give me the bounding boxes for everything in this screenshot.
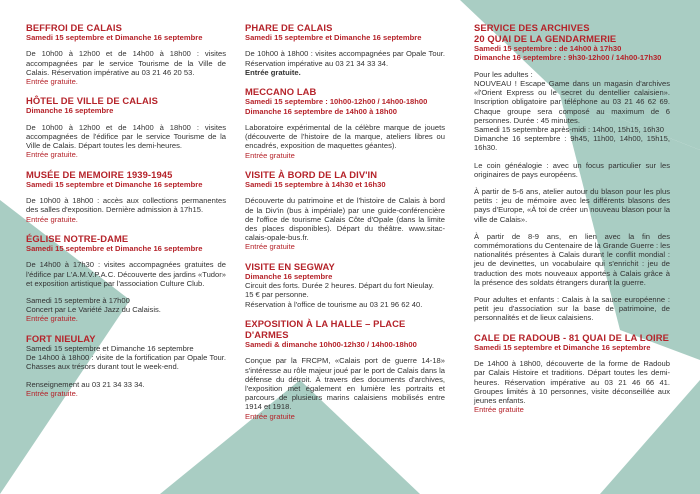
paragraph-genealogy: Le coin généalogie : avec un focus particulier sur les originaires de pays européens. <box>474 160 670 179</box>
event-description: Samedi 15 septembre et Dimanche 16 septembre De 14h00 à 18h00 : visite de la fortification par Opale Tour. Chasses aux trésors durant tout le week-end. <box>26 343 226 372</box>
event-description: De 10h00 à 18h00 : accès aux collections permanentes des salles d'exposition. Dernière admission à 17h15. <box>26 196 226 215</box>
entry-info: Entrée gratuite. <box>26 214 78 224</box>
event-date-2: Dimanche 16 septembre de 14h00 à 18h00 <box>245 106 397 116</box>
event-description: Découverte du patrimoine et de l'histoire de Calais à bord de la Div'in (bus à impériale) par une guide-conférencière de l'office de tourisme Calais Côte d'Opale (dans la limite des places disponibles). Départ du théâtre. www.sitac-calais-opale-bus.fr. <box>245 196 445 243</box>
event-date: Samedi 15 septembre et Dimanche 16 septembre <box>245 33 422 42</box>
entry-info: Entrée gratuite. <box>26 314 78 324</box>
event-description: De 14h00 à 18h00, découverte de la forme de Radoub par Calais Histoire et traditions. Départ toutes les demi-heures. Réservation impérative au 03 21 46 66 41. Groupes limités à 10 personnes, visite déconseillée aux jeunes enfants. <box>474 359 670 405</box>
event-eglise-notre-dame <box>26 233 226 324</box>
event-title: BEFFROI DE CALAIS <box>26 22 122 33</box>
event-description: De 10h00 à 12h00 et de 14h00 à 18h00 : visites accompagnées par le service Tourisme de la Ville de Calais. Réservation impérative au 03 21 46 20 53. <box>26 49 226 77</box>
paragraph-all-ages: Pour adultes et enfants : Calais à la sauce européenne : petit jeu d'association sur la base de patrimoine, de personnalités et de lieux calaisiens. <box>474 295 670 323</box>
event-title: PHARE DE CALAIS <box>245 22 333 33</box>
entry-info: Entrée gratuite <box>245 411 295 421</box>
entry-info: Entrée gratuite. <box>26 150 78 160</box>
event-title: EXPOSITION À LA HALLE – PLACE D'ARMES <box>245 317 406 340</box>
entry-info: Entrée gratuite. <box>26 388 78 398</box>
event-date: Dimanche 16 septembre <box>245 271 333 281</box>
paragraph-8-9-ans: À partir de 8-9 ans, en lien avec la fin des commémorations du Centenaire de la Grande Guerre : les nationalités présentes à Calais durant le conflit mondial : jeu de devinettes, un vocabulaire qui s'enrichit : jeu de traduction des mots nouveaux apportés à Calais grâce à la présence des soldats étrangers durant la guerre. <box>474 231 670 287</box>
event-segway <box>245 261 445 309</box>
event-date: Samedi 15 septembre à 14h30 et 16h30 <box>245 180 386 190</box>
event-date: Samedi 15 septembre et Dimanche 16 septembre <box>26 33 203 42</box>
event-date: Samedi & dimanche 10h00-12h30 / 14h00-18h00 <box>245 339 417 349</box>
event-title: MECCANO LAB <box>245 86 317 98</box>
event-title: MUSÉE DE MEMOIRE 1939-1945 <box>26 168 173 180</box>
event-exposition-halle <box>245 318 445 421</box>
entry-info: Entrée gratuite. <box>26 77 78 87</box>
event-description: De 14h00 à 17h30 : visites accompagnées gratuites de l'édifice par L'A.M.V.P.A.C. Découverte des jardins «Tudor» et exposition artistique par l'association Culture Club. <box>26 260 226 288</box>
event-title: SERVICE DES ARCHIVES <box>474 22 590 33</box>
event-date-2: Dimanche 16 septembre : 9h30-12h00 / 14h00-17h30 <box>474 53 662 63</box>
event-description <box>474 70 670 323</box>
paragraph-5-6-ans: À partir de 5-6 ans, atelier autour du blason pour les plus petits : jeu de mémoire avec les différents blasons des pays d'Europe, «À toi de créer un nouveau blason pour la ville de Calais». <box>474 187 670 224</box>
event-description: De 10h00 à 18h00 : visites accompagnées par Opale Tour. Réservation impérative au 03 21 34 33 34. <box>245 49 445 68</box>
event-subtitle: 20 QUAI DE LA GENDARMERIE <box>474 33 617 44</box>
event-cale-de-radoub <box>474 332 670 415</box>
event-musee-memoire <box>26 169 226 224</box>
event-contact: Renseignement au 03 21 34 33 34. <box>26 379 145 389</box>
entry-info: Entrée gratuite <box>245 150 295 160</box>
event-title: HÔTEL DE VILLE DE CALAIS <box>26 95 158 107</box>
entry-info: Entrée gratuite. <box>245 67 301 77</box>
event-date: Samedi 15 septembre et Dimanche 16 septembre <box>26 179 203 189</box>
event-title: FORT NIEULAY <box>26 332 96 344</box>
event-description: Circuit des forts. Durée 2 heures. Départ du fort Nieulay. 15 € par personne. Réservation à l'office de tourisme au 03 21 96 62 40. <box>245 281 434 309</box>
event-description: De 10h00 à 12h00 et de 14h00 à 18h00 : visites accompagnées de l'édifice par le service Tourisme de la Ville de Calais. Départ toutes les demi-heures. <box>26 122 226 151</box>
event-fort-nieulay <box>26 333 226 398</box>
event-title: VISITE À BORD DE LA DIV'IN <box>245 169 378 181</box>
event-div-in <box>245 169 445 252</box>
event-date: Samedi 15 septembre et Dimanche 16 septembre <box>474 342 651 352</box>
column-left <box>26 22 226 407</box>
column-middle <box>245 22 445 430</box>
event-title: CALE DE RADOUB - 81 QUAI DE LA LOIRE <box>474 331 669 343</box>
event-title: VISITE EN SEGWAY <box>245 260 335 272</box>
event-description: Laboratoire expérimental de la célèbre marque de jouets (découverte de l'histoire de la marque, ateliers libres ou encadrés, exposition de maquettes géantes). <box>245 123 445 151</box>
entry-info: Entrée gratuite <box>474 405 524 415</box>
event-hotel-de-ville <box>26 95 226 159</box>
paragraph-adults: Pour les adultes : NOUVEAU ! Escape Game dans un magasin d'archives «l'Orient Express ou le secret du dentellier calaisien». Inscription obligatoire par téléphone au 03 21 46 62 69. Chaque groupe sera composé au maximum de 6 personnes. Durée : 45 minutes. Samedi 15 septembre après-midi : 14h00, 15h15, 16h30 Dimanche 16 septembre : 9h45, 11h00, 14h00, 15h15, 16h30. <box>474 69 670 153</box>
event-date: Dimanche 16 septembre <box>26 106 114 116</box>
event-concert: Samedi 15 septembre à 17h00 Concert par Le Variété Jazz du Calaisis. <box>26 296 161 315</box>
event-description: Conçue par la FRCPM, «Calais port de guerre 14-18» s'intéresse au rôle majeur joué par le port de Calais dans la défense du détroit. À travers des documents d'archives, l'exposition met également en lumière les portraits et parcours de plusieurs marins calaisiens mobilisés entre 1914 et 1918. <box>245 356 445 412</box>
event-beffroi <box>26 22 226 86</box>
event-meccano-lab <box>245 86 445 160</box>
event-date: Samedi 15 septembre et Dimanche 16 septembre <box>26 244 203 254</box>
event-date: Samedi 15 septembre : de 14h00 à 17h30 <box>474 44 622 53</box>
event-phare <box>245 22 445 77</box>
event-title: ÉGLISE NOTRE-DAME <box>26 233 129 245</box>
column-right <box>474 22 670 424</box>
entry-info: Entrée gratuite <box>245 242 295 252</box>
event-service-archives <box>474 22 670 323</box>
event-date: Samedi 15 septembre : 10h00-12h00 / 14h00-18h00 <box>245 97 428 107</box>
